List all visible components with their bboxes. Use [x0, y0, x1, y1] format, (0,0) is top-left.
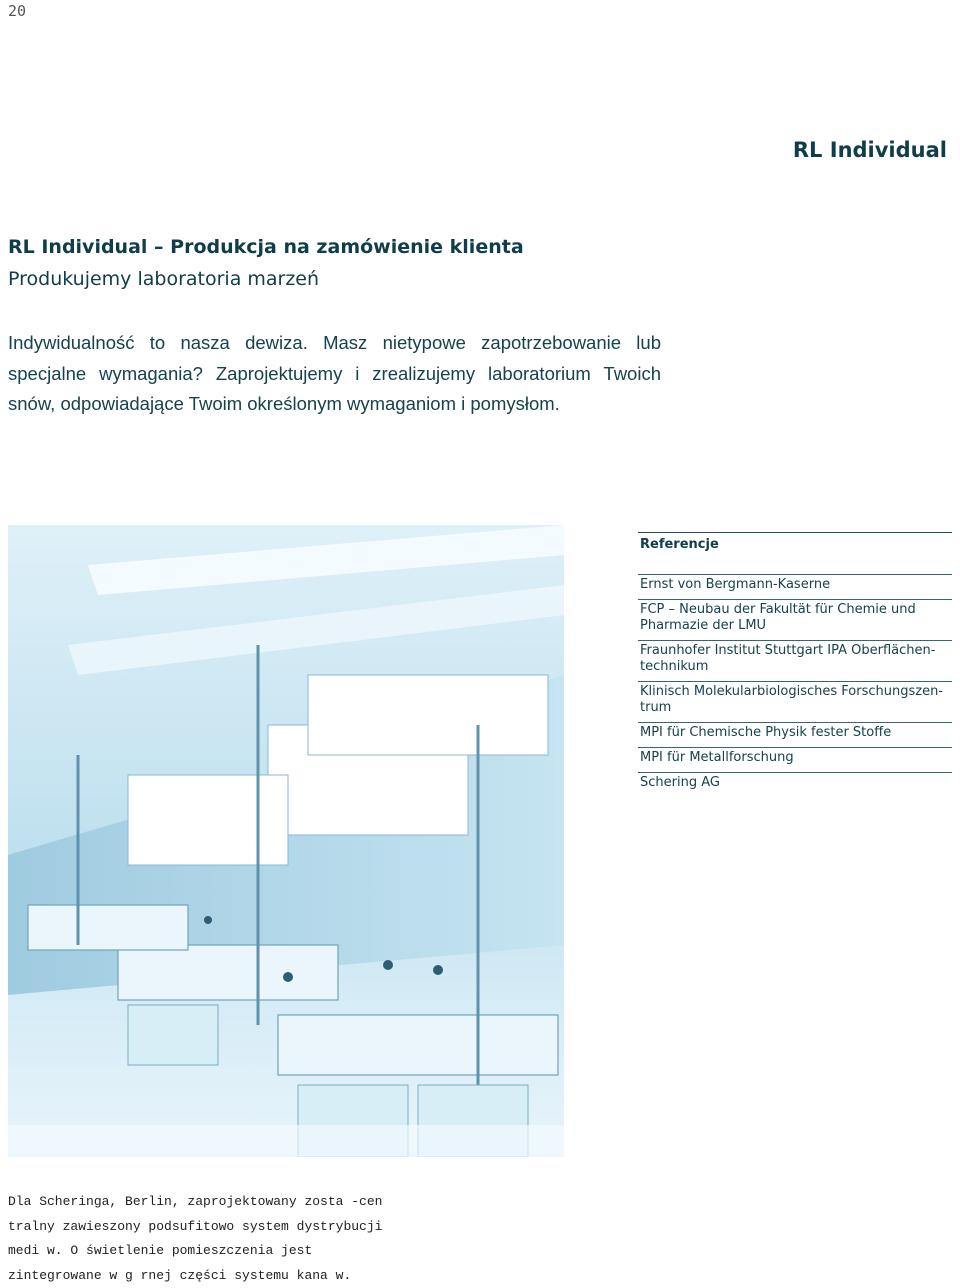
caption-line: tralny zawieszony podsufitowo system dystrybucji	[8, 1215, 408, 1240]
article-heading: RL Individual – Produkcja na zamówienie klienta	[8, 236, 524, 258]
reference-item: MPI für Chemische Physik fester Stoffe	[638, 722, 952, 747]
caption-line: Dla Scheringa, Berlin, zaprojektowany zosta -cen	[8, 1190, 408, 1215]
references-panel	[638, 532, 952, 797]
laboratory-photo	[8, 525, 564, 1157]
intro-paragraph: Indywidualność to nasza dewiza. Masz nietypowe zapotrzebowanie lub specjalne wymagania? Zaprojektujemy i zrealizujemy laboratorium Twoich snów, odpowiadające Twoim określonym wymaganiom i pomysłom.	[8, 328, 661, 420]
photo-caption	[8, 1190, 408, 1288]
reference-item: Fraunhofer Institut Stuttgart IPA Oberflächen-technikum	[638, 640, 952, 681]
laboratory-illustration	[8, 525, 564, 1157]
section-title: RL Individual	[793, 138, 947, 162]
article-subheading: Produkujemy laboratoria marzeń	[8, 268, 319, 290]
reference-item: Ernst von Bergmann-Kaserne	[638, 574, 952, 599]
caption-line: zintegrowane w g rnej części systemu kana w.	[8, 1264, 408, 1288]
reference-item: Klinisch Molekularbiologisches Forschungszen-trum	[638, 681, 952, 722]
references-list	[638, 574, 952, 797]
caption-line: medi w. O świetlenie pomieszczenia jest	[8, 1239, 408, 1264]
page-number: 20	[8, 2, 26, 20]
references-title: Referencje	[638, 532, 952, 574]
reference-item: MPI für Metallforschung	[638, 747, 952, 772]
reference-item: Schering AG	[638, 772, 952, 797]
reference-item: FCP – Neubau der Fakultät für Chemie und Pharmazie der LMU	[638, 599, 952, 640]
